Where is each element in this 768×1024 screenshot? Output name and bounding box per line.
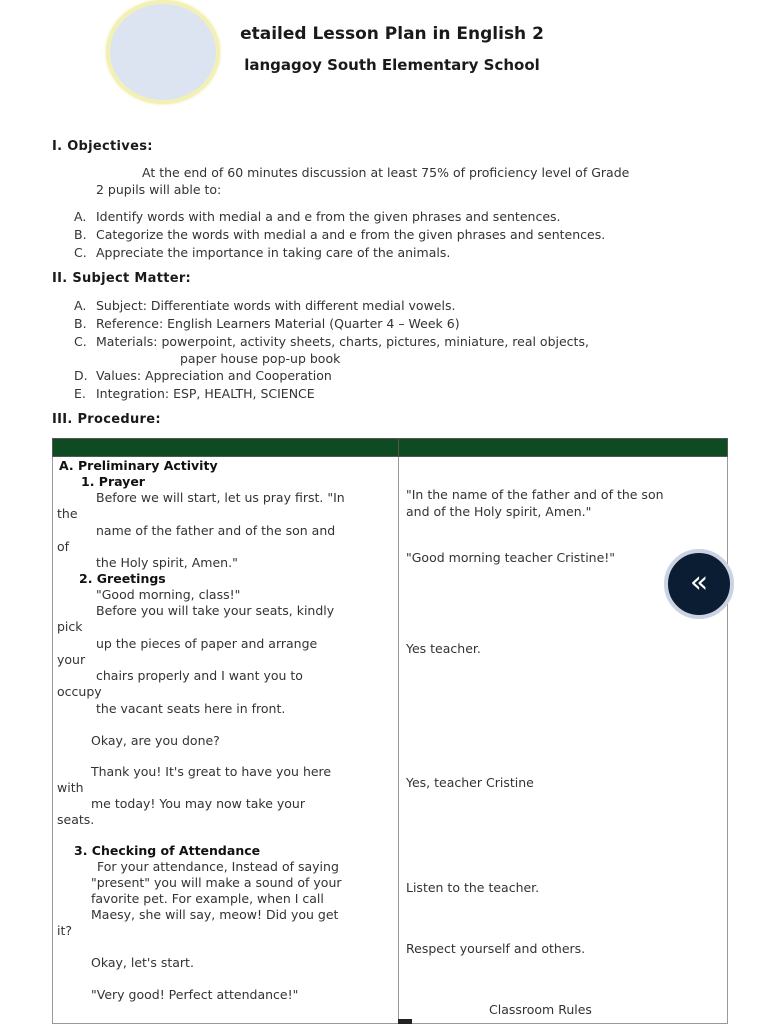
teacher-line: your xyxy=(57,652,86,667)
objective-item: Appreciate the importance in taking care of the animals. xyxy=(96,245,451,260)
pupil-line: "Good morning teacher Cristine!" xyxy=(406,550,616,565)
subject-matter-heading: II. Subject Matter: xyxy=(52,271,192,286)
objective-letter: B. xyxy=(74,227,87,242)
teacher-line: Okay, are you done? xyxy=(91,733,220,748)
subject-item: Integration: ESP, HEALTH, SCIENCE xyxy=(96,386,315,401)
teacher-line: of xyxy=(57,539,70,554)
objectives-intro-line2: 2 pupils will able to: xyxy=(96,182,222,197)
teacher-line: the xyxy=(57,506,78,521)
teacher-line: me today! You may now take your xyxy=(91,796,305,811)
teacher-line: the Holy spirit, Amen." xyxy=(96,555,238,570)
subject-item: Reference: English Learners Material (Quarter 4 – Week 6) xyxy=(96,316,460,331)
school-logo xyxy=(106,0,220,104)
teacher-line: up the pieces of paper and arrange xyxy=(96,636,318,651)
objective-item: Identify words with medial a and e from the given phrases and sentences. xyxy=(96,209,561,224)
subject-letter: A. xyxy=(74,298,87,313)
subsection-title: 2. Greetings xyxy=(79,571,166,586)
pupil-column-header: Pupil's Activity xyxy=(399,439,728,457)
subject-item: Subject: Differentiate words with different medial vowels. xyxy=(96,298,456,313)
subsection-title: 3. Checking of Attendance xyxy=(74,843,261,858)
pupil-line: and of the Holy spirit, Amen." xyxy=(406,504,592,519)
teacher-line: name of the father and of the son and xyxy=(96,523,336,538)
subject-item-continuation: paper house pop-up book xyxy=(180,351,341,366)
teacher-line: favorite pet. For example, when I call xyxy=(91,891,324,906)
pupil-activity-cell xyxy=(399,457,728,1024)
teacher-line: chairs properly and I want you to xyxy=(96,668,303,683)
procedure-table xyxy=(52,438,728,1024)
subject-letter: E. xyxy=(74,386,86,401)
pupil-line: Listen to the teacher. xyxy=(406,880,540,895)
subject-item: Values: Appreciation and Cooperation xyxy=(96,368,332,383)
double-chevron-left-icon: « xyxy=(689,565,709,600)
teacher-line: "Very good! Perfect attendance!" xyxy=(91,987,299,1002)
teacher-line: For your attendance, Instead of saying xyxy=(97,859,339,874)
teacher-line: with xyxy=(57,780,84,795)
pupil-line: Yes, teacher Cristine xyxy=(406,775,534,790)
pupil-line: "In the name of the father and of the son xyxy=(406,487,664,502)
objective-letter: C. xyxy=(74,245,87,260)
objective-item: Categorize the words with medial a and e from the given phrases and sentences. xyxy=(96,227,606,242)
teacher-line: Before we will start, let us pray first. "In xyxy=(96,490,345,505)
subsection-title: 1. Prayer xyxy=(81,474,145,489)
teacher-line: Okay, let's start. xyxy=(91,955,194,970)
school-name: langagoy South Elementary School xyxy=(244,56,540,74)
teacher-activity-cell xyxy=(53,457,399,1024)
subject-item: Materials: powerpoint, activity sheets, charts, pictures, miniature, real objects, xyxy=(96,334,589,349)
pupil-line: Yes teacher. xyxy=(406,641,481,656)
teacher-line: Maesy, she will say, meow! Did you get xyxy=(91,907,339,922)
teacher-line: seats. xyxy=(57,812,95,827)
objectives-heading: I. Objectives: xyxy=(52,139,153,154)
teacher-line: pick xyxy=(57,619,83,634)
page-edge-marker xyxy=(398,1019,412,1024)
page-title: etailed Lesson Plan in English 2 xyxy=(240,24,544,44)
teacher-line: it? xyxy=(57,923,73,938)
procedure-heading: III. Procedure: xyxy=(52,412,161,427)
subject-letter: C. xyxy=(74,334,87,349)
teacher-column-header: Teacher's Activity xyxy=(53,439,399,457)
collapse-panel-button[interactable] xyxy=(664,549,734,619)
objectives-intro-line1: At the end of 60 minutes discussion at least 75% of proficiency level of Grade xyxy=(142,165,630,180)
section-title: A. Preliminary Activity xyxy=(59,458,218,473)
teacher-line: "Good morning, class!" xyxy=(96,587,241,602)
subject-letter: B. xyxy=(74,316,87,331)
pupil-line: Respect yourself and others. xyxy=(406,941,586,956)
teacher-line: Thank you! It's great to have you here xyxy=(91,764,332,779)
objective-letter: A. xyxy=(74,209,87,224)
teacher-line: Before you will take your seats, kindly xyxy=(96,603,335,618)
teacher-line: occupy xyxy=(57,684,102,699)
teacher-line: "present" you will make a sound of your xyxy=(91,875,342,890)
teacher-line: the vacant seats here in front. xyxy=(96,701,286,716)
subject-letter: D. xyxy=(74,368,88,383)
pupil-line: Classroom Rules xyxy=(489,1002,592,1017)
